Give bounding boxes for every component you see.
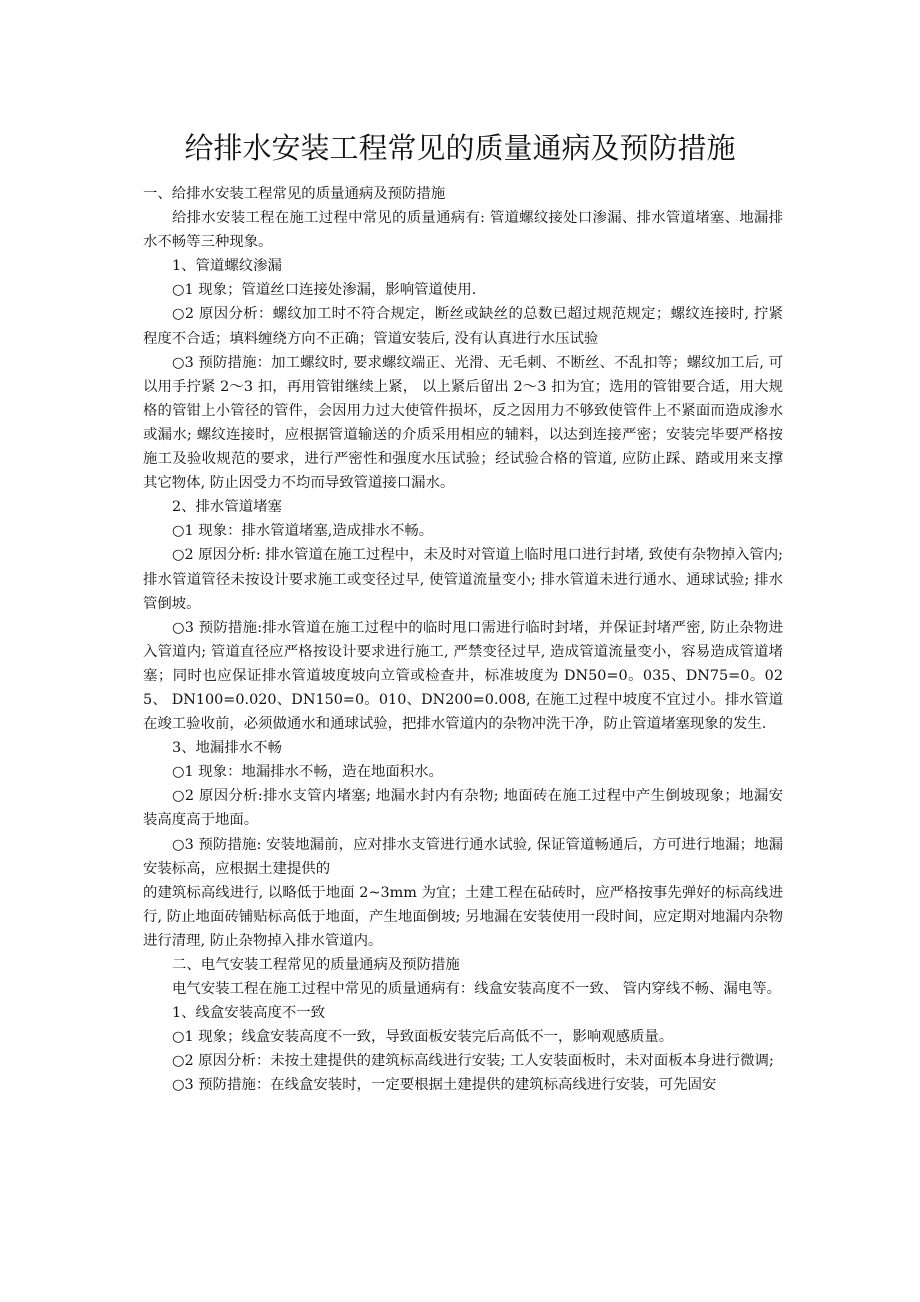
paragraph: ○3 预防措施：在线盒安装时，一定要根据土建提供的建筑标高线进行安装，可先固安 <box>172 1077 717 1094</box>
paragraph: ○1 现象；线盒安装高度不一致，导致面板安装完后高低不一，影响观感质量。 <box>172 1029 674 1046</box>
paragraph: ○3 预防措施:排水管道在施工过程中的临时甩口需进行临时封堵，并保证封堵严密, 防止杂物进入管道内; 管道直径应严格按设计要求进行施工, 严禁变径过早, 造成管道流量变小，容易造成管道堵塞；同时也应保证排水管道坡度坡向立管或检查井，标准坡度为 DN50=0。035、DN75=0。025、 DN100=0.020、DN150=0。010、DN200=0.008, 在施工过程中坡度不宜过小。排水管道在竣工验收前，必须做通水和通球试验，把排水管道内的杂物冲洗干净，防止管道堵塞现象的发生. <box>143 619 783 733</box>
paragraph: ○1 现象：排水管道堵塞,造成排水不畅。 <box>172 523 434 540</box>
paragraph: ○2 原因分析：未按土建提供的建筑标高线进行安装; 工人安装面板时，未对面板本身进行微调; <box>172 1053 774 1070</box>
paragraph: 2、排水管道堵塞 <box>172 499 282 516</box>
paragraph: ○3 预防措施：加工螺纹时, 要求螺纹端正、光滑、无毛刺、不断丝、不乱扣等；螺纹加工后, 可以用手拧紧 2～3 扣，再用管钳继续上紧， 以上紧后留出 2～3 扣为宜；选用的管钳要合适，用大规格的管钳上小管径的管件，会因用力过大使管件损坏，反之因用力不够致使管件上不紧面而造成渗水或漏水; 螺纹连接时，应根据管道输送的介质采用相应的辅料，以达到连接严密；安装完毕要严格按施工及验收规范的要求，进行严密性和强度水压试验；经试验合格的管道, 应防止踩、踏或用来支撑其它物体, 防止因受力不均而导致管道接口漏水。 <box>143 354 783 492</box>
paragraph: ○3 预防措施: 安装地漏前，应对排水支管进行通水试验, 保证管道畅通后，方可进行地漏；地漏安装标高，应根据土建提供的 <box>143 836 783 877</box>
paragraph: ○2 原因分析: 排水管道在施工过程中，未及时对管道上临时甩口进行封堵, 致使有杂物掉入管内; 排水管道管径未按设计要求施工或变径过早, 使管道流量变小; 排水管道未进行通水、通球试验; 排水管倒坡。 <box>143 547 783 612</box>
paragraph: ○1 现象：地漏排水不畅，造在地面积水。 <box>172 764 443 781</box>
paragraph: 给排水安装工程在施工过程中常见的质量通病有: 管道螺纹接处口渗漏、排水管道堵塞、地漏排水不畅等三种现象。 <box>143 210 783 251</box>
paragraph: 3、地漏排水不畅 <box>172 740 282 757</box>
paragraph: 电气安装工程在施工过程中常见的质量通病有：线盒安装高度不一致、 管内穿线不畅、漏电等。 <box>172 981 781 998</box>
paragraph: 二、电气安装工程常见的质量通病及预防措施 <box>172 957 460 973</box>
paragraph: ○2 原因分析：螺纹加工时不符合规定，断丝或缺丝的总数已超过规范规定；螺纹连接时, 拧紧程度不合适；填料缠绕方向不正确；管道安装后, 没有认真进行水压试验 <box>143 306 783 347</box>
paragraph: ○1 现象；管道丝口连接处渗漏，影响管道使用. <box>172 282 477 299</box>
document-body <box>143 182 783 1098</box>
paragraph: 一、给排水安装工程常见的质量通病及预防措施 <box>143 186 446 202</box>
paragraph: 1、线盒安装高度不一致 <box>172 1005 326 1022</box>
paragraph: 1、管道螺纹渗漏 <box>172 258 282 275</box>
paragraph: 的建筑标高线进行, 以略低于地面 2~3mm 为宜；土建工程在砧砖时，应严格按事先弹好的标高线进行, 防止地面砖铺贴标高低于地面，产生地面倒坡; 另地漏在安装使用一段时间，应定期对地漏内杂物进行清理, 防止杂物掉入排水管道内。 <box>143 884 783 949</box>
paragraph: ○2 原因分析:排水支管内堵塞; 地漏水封内有杂物; 地面砖在施工过程中产生倒坡现象；地漏安装高度高于地面。 <box>143 788 783 829</box>
document-title: 给排水安装工程常见的质量通病及预防措施 <box>184 131 736 165</box>
